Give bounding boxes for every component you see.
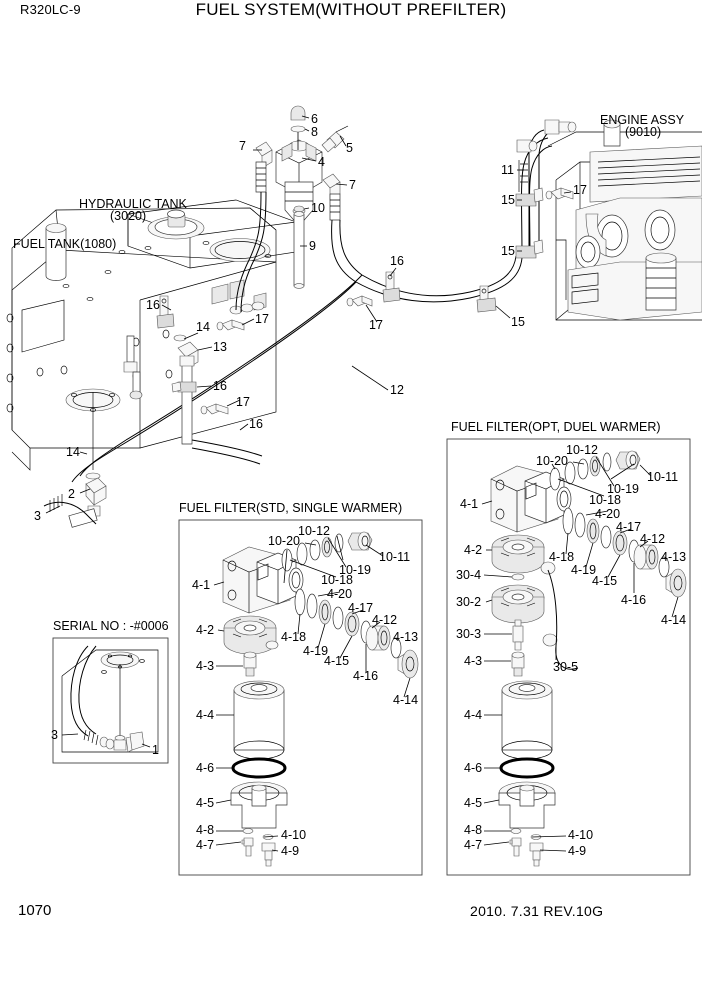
std-callout-4-10: 4-10 <box>281 828 307 842</box>
opt-oring-4-6 <box>501 759 553 777</box>
std-warmer <box>224 616 278 654</box>
opt-callout-30-2: 30-2 <box>456 595 482 609</box>
callout-9: 9 <box>309 239 316 253</box>
opt-plug-4-3 <box>512 652 524 676</box>
diagram-title: FUEL SYSTEM(WITHOUT PREFILTER) <box>195 0 507 19</box>
bolt-17-a <box>217 320 244 330</box>
lower-left-fitting <box>44 473 106 527</box>
opt-callout-4-10: 4-10 <box>568 828 594 842</box>
std-callout-4-9: 4-9 <box>281 844 300 858</box>
std-callout-4-16: 4-16 <box>353 669 379 683</box>
callout-7-a: 7 <box>239 139 246 153</box>
opt-washer-30-4 <box>512 574 524 580</box>
callout-13: 13 <box>213 340 227 354</box>
panel-opt-title: FUEL FILTER(OPT, DUEL WARMER) <box>451 420 661 434</box>
opt-callout-10-20: 10-20 <box>536 454 568 468</box>
valve-2 <box>86 478 106 505</box>
std-callout-10-20: 10-20 <box>268 534 300 548</box>
panel-fuel-filter-std <box>179 501 422 875</box>
opt-callout-4-6: 4-6 <box>464 761 483 775</box>
opt-callout-4-17: 4-17 <box>616 520 642 534</box>
opt-callout-4-3: 4-3 <box>464 654 483 668</box>
label-hydraulic-tank-code: (3020) <box>110 209 147 223</box>
std-callout-4-3: 4-3 <box>196 659 215 673</box>
std-callout-4-18: 4-18 <box>281 630 307 644</box>
callout-serial-3: 3 <box>51 728 58 742</box>
hose-11-group <box>516 120 576 258</box>
std-callout-4-7: 4-7 <box>196 838 215 852</box>
opt-callout-4-4: 4-4 <box>464 708 483 722</box>
std-plug-4-3 <box>244 652 256 676</box>
page-title: R320LC-9 <box>20 2 81 17</box>
std-callout-4-13: 4-13 <box>393 630 419 644</box>
callout-17-a: 17 <box>255 312 269 326</box>
clamp-15-c <box>477 286 496 312</box>
std-callout-10-19: 10-19 <box>339 563 371 577</box>
bolt-17-b <box>347 296 372 306</box>
page-number: 1070 <box>18 902 52 919</box>
opt-warmer-upper <box>492 535 555 574</box>
callout-11: 11 <box>501 163 514 177</box>
opt-callout-4-9: 4-9 <box>568 844 587 858</box>
std-callout-4-17: 4-17 <box>348 601 374 615</box>
std-callout-4-20: 4-20 <box>327 587 353 601</box>
callout-17-d: 17 <box>573 183 587 197</box>
opt-callout-10-19: 10-19 <box>607 482 639 496</box>
opt-callout-10-18: 10-18 <box>589 493 621 507</box>
clamp-16-b <box>383 272 400 302</box>
std-bowl-4-5 <box>231 782 287 828</box>
opt-callout-30-5: 30-5 <box>553 660 579 674</box>
opt-callout-4-7: 4-7 <box>464 838 483 852</box>
std-callout-4-5: 4-5 <box>196 796 215 810</box>
label-engine-assy: ENGINE ASSY <box>600 113 685 127</box>
opt-callout-4-13: 4-13 <box>661 550 687 564</box>
opt-callout-4-5: 4-5 <box>464 796 483 810</box>
opt-callout-4-18: 4-18 <box>549 550 575 564</box>
opt-callout-4-15: 4-15 <box>592 574 618 588</box>
std-callout-4-8: 4-8 <box>196 823 215 837</box>
std-callout-4-6: 4-6 <box>196 761 215 775</box>
std-drain-4-9 <box>262 843 275 866</box>
panel-fuel-filter-opt <box>447 420 690 875</box>
opt-callout-30-3: 30-3 <box>456 627 482 641</box>
callout-12: 12 <box>390 383 404 397</box>
callout-17-b: 17 <box>369 318 383 332</box>
callout-6: 6 <box>311 112 318 126</box>
std-callout-4-1: 4-1 <box>192 578 211 592</box>
callout-10: 10 <box>311 201 325 215</box>
engine-assembly-group <box>548 120 702 320</box>
callout-14-a: 14 <box>196 320 210 334</box>
std-sensor-4-7 <box>242 838 253 856</box>
std-callout-4-4: 4-4 <box>196 708 215 722</box>
callout-17-c: 17 <box>236 395 250 409</box>
callout-7-b: 7 <box>349 178 356 192</box>
label-engine-assy-code: (9010) <box>625 125 662 139</box>
opt-callout-4-14: 4-14 <box>661 613 687 627</box>
opt-sensor-30-3 <box>513 620 523 650</box>
opt-bowl-4-5 <box>499 782 555 828</box>
std-washer-4-8 <box>243 829 253 834</box>
std-callout-4-15: 4-15 <box>324 654 350 668</box>
opt-callout-4-8: 4-8 <box>464 823 483 837</box>
bolt-17-c <box>201 404 228 414</box>
opt-drain-4-9 <box>530 843 543 866</box>
opt-callout-4-19: 4-19 <box>571 563 597 577</box>
opt-washer-4-8 <box>511 829 521 834</box>
serial-inset-title: SERIAL NO : -#0006 <box>53 619 169 633</box>
callout-4: 4 <box>318 155 325 169</box>
callout-2: 2 <box>68 487 75 501</box>
std-oring-4-6 <box>233 759 285 777</box>
std-callout-10-11: 10-11 <box>379 550 411 564</box>
serial-no-inset <box>51 619 169 763</box>
std-filter-cartridge <box>234 681 284 759</box>
opt-callout-4-2: 4-2 <box>464 543 483 557</box>
panel-std-title: FUEL FILTER(STD, SINGLE WARMER) <box>179 501 403 515</box>
opt-callout-10-12: 10-12 <box>566 443 598 457</box>
opt-callout-4-20: 4-20 <box>595 507 621 521</box>
std-callout-10-18: 10-18 <box>321 573 353 587</box>
callout-16-c: 16 <box>213 379 227 393</box>
opt-callout-4-12: 4-12 <box>640 532 666 546</box>
std-callout-4-2: 4-2 <box>196 623 215 637</box>
callout-15-a: 15 <box>501 193 515 207</box>
opt-callout-4-1: 4-1 <box>460 497 479 511</box>
callout-14-b: 14 <box>66 445 80 459</box>
bolt-17-d <box>546 188 573 199</box>
opt-callout-30-4: 30-4 <box>456 568 482 582</box>
clamp-16-c <box>172 382 196 392</box>
callout-3-a: 3 <box>34 509 41 523</box>
std-callout-4-14: 4-14 <box>393 693 419 707</box>
label-fuel-tank: FUEL TANK(1080) <box>13 237 117 251</box>
callout-16-b: 16 <box>390 254 404 268</box>
label-hydraulic-tank: HYDRAULIC TANK <box>79 197 187 211</box>
callout-serial-1: 1 <box>152 743 159 757</box>
opt-filter-cartridge <box>502 681 552 759</box>
opt-callout-4-16: 4-16 <box>621 593 647 607</box>
callout-15-b: 15 <box>501 244 515 258</box>
callout-5: 5 <box>346 141 353 155</box>
std-callout-10-12: 10-12 <box>298 524 330 538</box>
callout-16-a: 16 <box>146 298 160 312</box>
opt-callout-10-11: 10-11 <box>647 470 679 484</box>
std-callout-4-12: 4-12 <box>372 613 398 627</box>
callout-16-d: 16 <box>249 417 263 431</box>
opt-warmer-lower <box>492 585 557 646</box>
std-callout-4-19: 4-19 <box>303 644 329 658</box>
callout-15-c: 15 <box>511 315 525 329</box>
revision-date: 2010. 7.31 REV.10G <box>470 903 604 919</box>
callout-8: 8 <box>311 125 318 139</box>
opt-sensor-4-7 <box>510 838 521 856</box>
